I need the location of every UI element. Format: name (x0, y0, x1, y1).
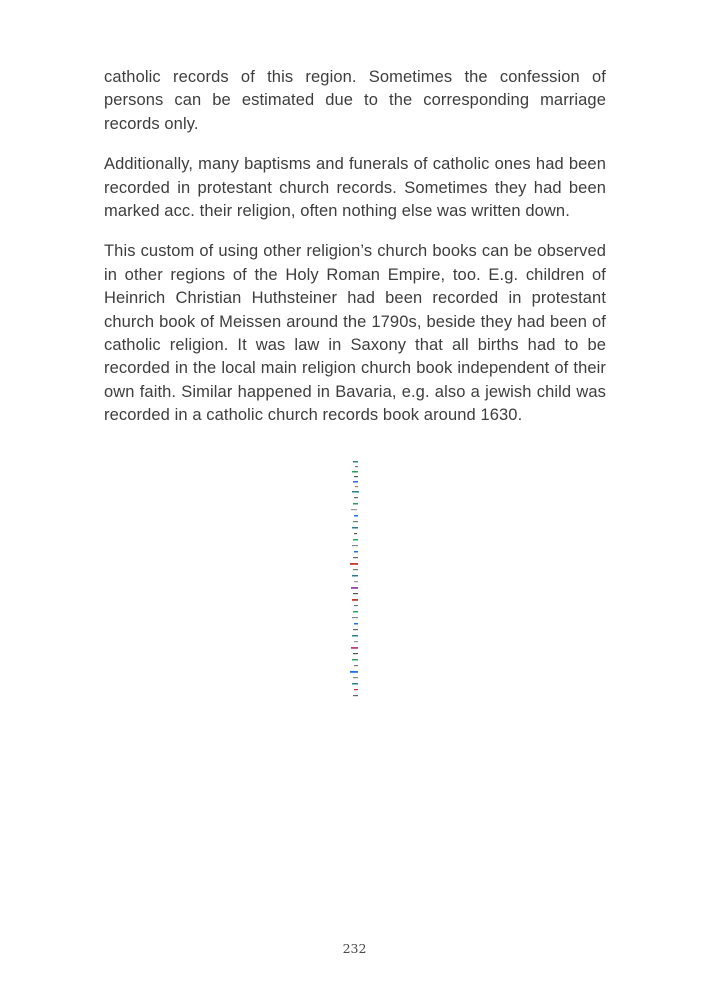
page-body (104, 66, 606, 699)
page-number: 232 (342, 941, 367, 956)
compressed-figure-strip (348, 459, 363, 699)
body-paragraph: catholic records of this region. Sometimes the confession of persons can be estimated due to the corresponding marriage records only. (104, 68, 606, 133)
figure-container (104, 459, 606, 699)
compressed-figure-marks (348, 459, 363, 699)
body-paragraph: Additionally, many baptisms and funerals of catholic ones had been recorded in protestant church records. Sometimes they had been marked acc. their religion, often nothing else was written down. (104, 155, 606, 221)
body-paragraph: This custom of using other religion’s church books can be observed in other regions of the Holy Roman Empire, too. E.g. children of Heinrich Christian Huthsteiner had been recorded in protestant church book of Meissen around the 1790s, beside they had been of catholic religion. It was law in Saxony that all births had to be recorded in the local main religion church book independent of their own faith. Similar happened in Bavaria, e.g. also a jewish child was recorded in a catholic church records book around 1630. (104, 242, 606, 425)
